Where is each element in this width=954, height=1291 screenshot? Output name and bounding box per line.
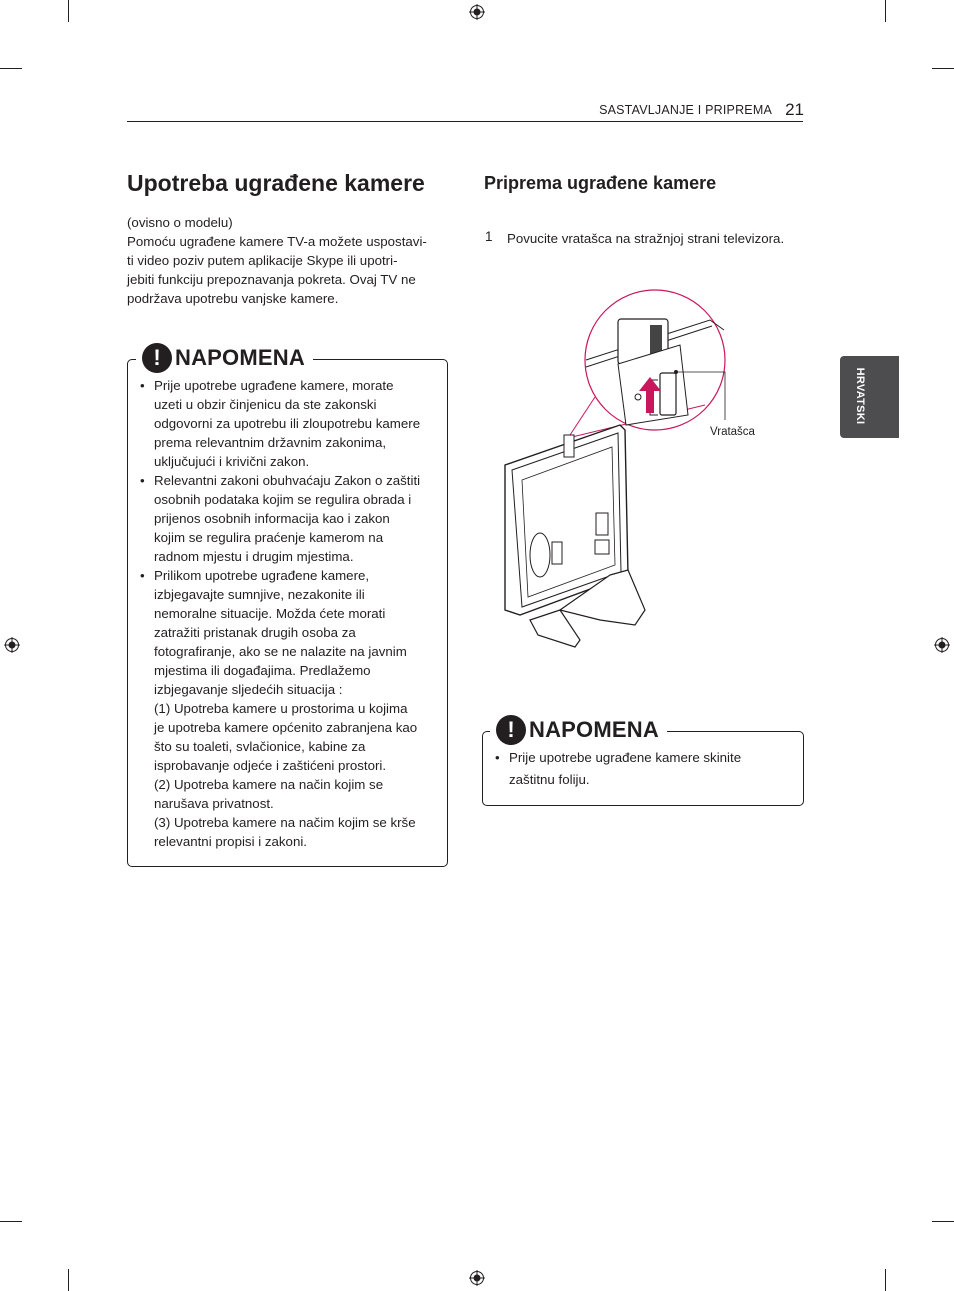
crop-mark (932, 68, 954, 69)
intro-line: podržava upotrebu vanjske kamere. (127, 291, 339, 306)
section-title-left: Upotreba ugrađene kamere (127, 170, 425, 196)
crop-mark (0, 1221, 22, 1222)
tv-stand-base (530, 610, 580, 647)
crop-mark (0, 68, 22, 69)
crop-mark (885, 1269, 886, 1291)
callout-label: Vratašca (710, 426, 755, 438)
note-item-text: Prije upotrebe ugrađene kamere, morate uzeti u obzir činjenicu da ste zakonski odgovorni za upotrebu ili zloupotrebu kamere prema relevantnim državnim zakonima, uključujući i krivični zakon. (154, 378, 421, 469)
crop-mark (68, 0, 69, 22)
intro-line: ti video poziv putem aplikacije Skype ili upotri- (127, 253, 398, 268)
language-side-tab-label: HRVATSKI (854, 367, 866, 425)
magnifier-leader (570, 397, 595, 435)
registration-mark-icon (469, 1270, 485, 1286)
intro-paragraph (127, 213, 457, 308)
note-item-text: Prije upotrebe ugrađene kamere skinite zaštitnu foliju. (509, 750, 742, 787)
note-item-text: Prilikom upotrebe ugrađene kamere, izbjegavajte sumnjive, nezakonite ili nemoralne situacije. Možda ćete morati zatražiti pristanak drugih osoba za fotografiranje, ako se ne nalazite na javnim mjestima ili događajima. Predlažemo izbjegavanje sljedećih situacija : (1) Upotreba kamere u prostorima u kojima je upotreba kamere općenito zabranjena kao što su toaleti, svlačionice, kabine za isprobavanje odjeće i zaštićeni prostori. (2) Upotreba kamere na način kojim se narušava privatnost. (3) Upotreba kamere na načim kojim se krše relevantni propisi i zakoni. (154, 568, 418, 849)
intro-line: jebiti funkciju prepoznavanja pokreta. Ovaj TV ne (127, 272, 416, 287)
note-title: NAPOMENA (175, 345, 305, 370)
section-title-right: Priprema ugrađene kamere (484, 173, 717, 193)
crop-mark (68, 1269, 69, 1291)
note-list-right (495, 747, 795, 791)
camera-slot (650, 325, 662, 355)
registration-mark-icon (469, 4, 485, 20)
intro-line: (ovisno o modelu) (127, 215, 233, 230)
exclamation-icon: ! (142, 343, 172, 373)
crop-mark (885, 0, 886, 22)
camera-door (660, 373, 676, 415)
step-text: Povucite vratašca na stražnjoj strani televizora. (507, 231, 785, 246)
crop-mark (932, 1221, 954, 1222)
registration-mark-icon (934, 637, 950, 653)
note-header-right (490, 715, 667, 745)
tv-camera-illustration (500, 285, 740, 665)
camera-module-small (564, 435, 574, 457)
note-title: NAPOMENA (529, 717, 659, 742)
page-number: 21 (785, 100, 804, 119)
language-side-tab (840, 356, 899, 438)
note-item (495, 747, 795, 791)
note-item (140, 376, 445, 471)
registration-mark-icon (4, 637, 20, 653)
note-item (140, 566, 445, 851)
note-item (140, 471, 445, 566)
note-header-left (136, 343, 313, 373)
running-header-section: SASTAVLJANJE I PRIPREMA (599, 103, 772, 117)
step-number: 1 (485, 229, 493, 244)
note-list-left (140, 376, 445, 851)
note-item-text: Relevantni zakoni obuhvaćaju Zakon o zaštiti osobnih podataka kojim se regulira obrada i prijenos osobnih informacija kao i zakon kojim se regulira praćenje kamerom na radnom mjestu i drugim mjestima. (154, 473, 421, 564)
exclamation-icon: ! (496, 715, 526, 745)
header-rule (127, 121, 803, 122)
intro-line: Pomoću ugrađene kamere TV-a možete uspostavi- (127, 234, 427, 249)
